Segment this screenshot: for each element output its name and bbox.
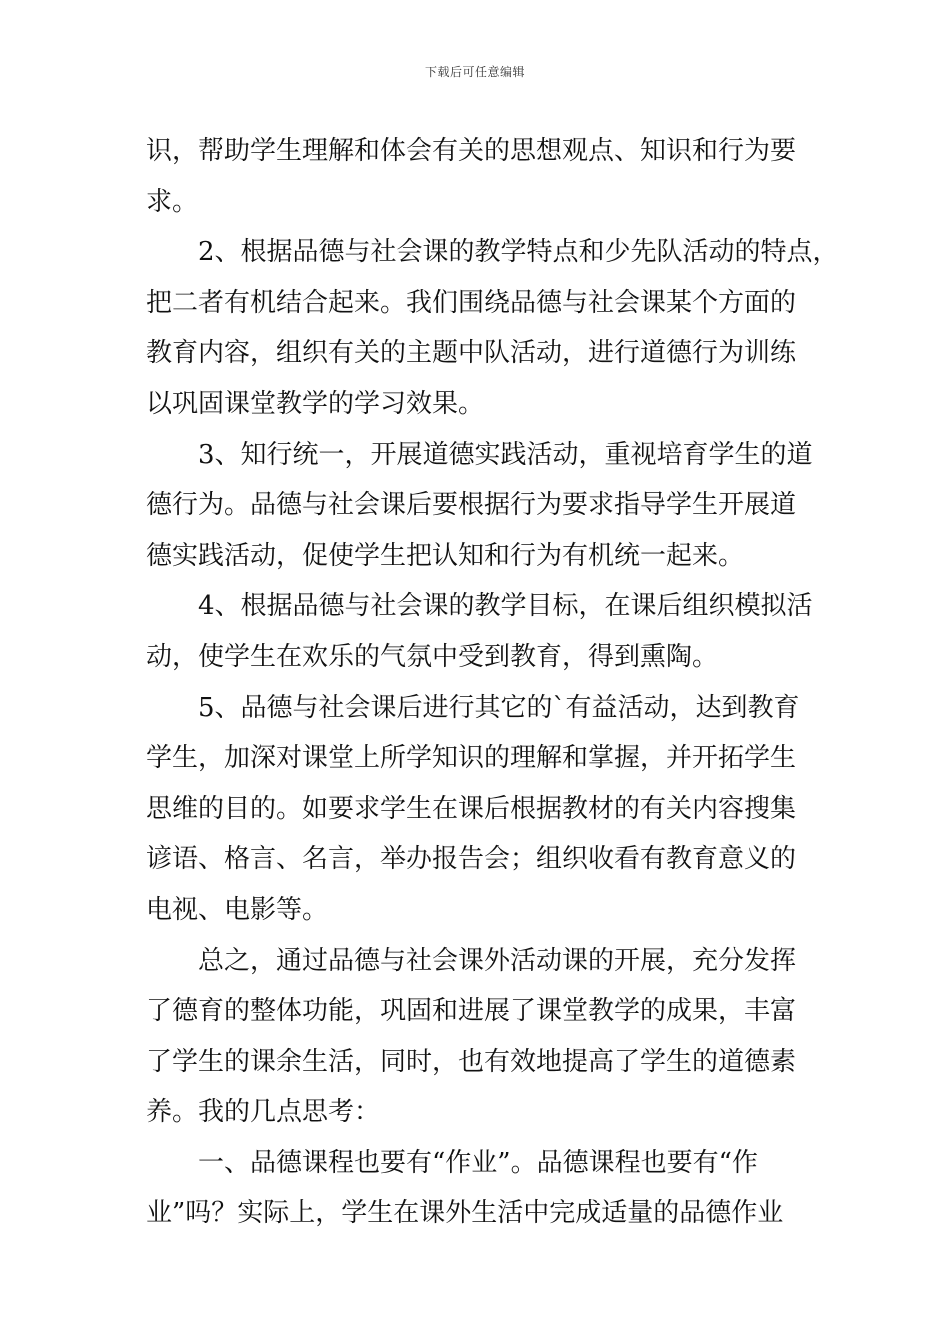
text-line: 教育内容，组织有关的主题中队活动，进行道德行为训练 xyxy=(146,338,797,369)
text-line: 德行为。品德与社会课后要根据行为要求指导学生开展道 xyxy=(146,490,797,521)
text-line: 学生，加深对课堂上所学知识的理解和掌握，并开拓学生 xyxy=(146,743,797,774)
paragraph-start-line: 总之，通过品德与社会课外活动课的开展，充分发挥 xyxy=(198,945,797,976)
text-line: 思维的目的。如要求学生在课后根据教材的有关内容搜集 xyxy=(146,793,797,824)
text-line: 了学生的课余生活，同时，也有效地提高了学生的道德素 xyxy=(146,1046,797,1077)
text-line: 业”吗？实际上，学生在课外生活中完成适量的品德作业 xyxy=(146,1198,784,1229)
text-line: 养。我的几点思考： xyxy=(146,1097,381,1128)
text-line: 德实践活动，促使学生把认知和行为有机统一起来。 xyxy=(146,540,745,571)
paragraph-start-line: 5、品德与社会课后进行其它的`有益活动，达到教育 xyxy=(198,692,800,723)
paragraph-start-line: 一、品德课程也要有“作业”。品德课程也要有“作 xyxy=(198,1147,758,1178)
paragraph-start-line: 2、根据品德与社会课的教学特点和少先队活动的特点， xyxy=(198,237,839,268)
page-header: 下载后可任意编辑 xyxy=(424,65,525,79)
text-line: 动，使学生在欢乐的气氛中受到教育，得到熏陶。 xyxy=(146,641,719,672)
text-line: 识，帮助学生理解和体会有关的思想观点、知识和行为要 xyxy=(146,136,797,166)
text-line: 谚语、格言、名言，举办报告会；组织收看有教育意义的 xyxy=(146,844,797,875)
paragraph-start-line: 4、根据品德与社会课的教学目标，在课后组织模拟活 xyxy=(198,591,813,622)
paragraph-start-line: 3、知行统一，开展道德实践活动，重视培育学生的道 xyxy=(198,439,813,470)
text-line: 电视、电影等。 xyxy=(146,894,329,925)
text-line: 把二者有机结合起来。我们围绕品德与社会课某个方面的 xyxy=(146,287,797,318)
text-line: 以巩固课堂教学的学习效果。 xyxy=(146,388,485,419)
text-line: 求。 xyxy=(146,186,199,217)
document-body xyxy=(146,126,839,1239)
text-line: 了德育的整体功能，巩固和进展了课堂教学的成果，丰富 xyxy=(146,996,797,1027)
